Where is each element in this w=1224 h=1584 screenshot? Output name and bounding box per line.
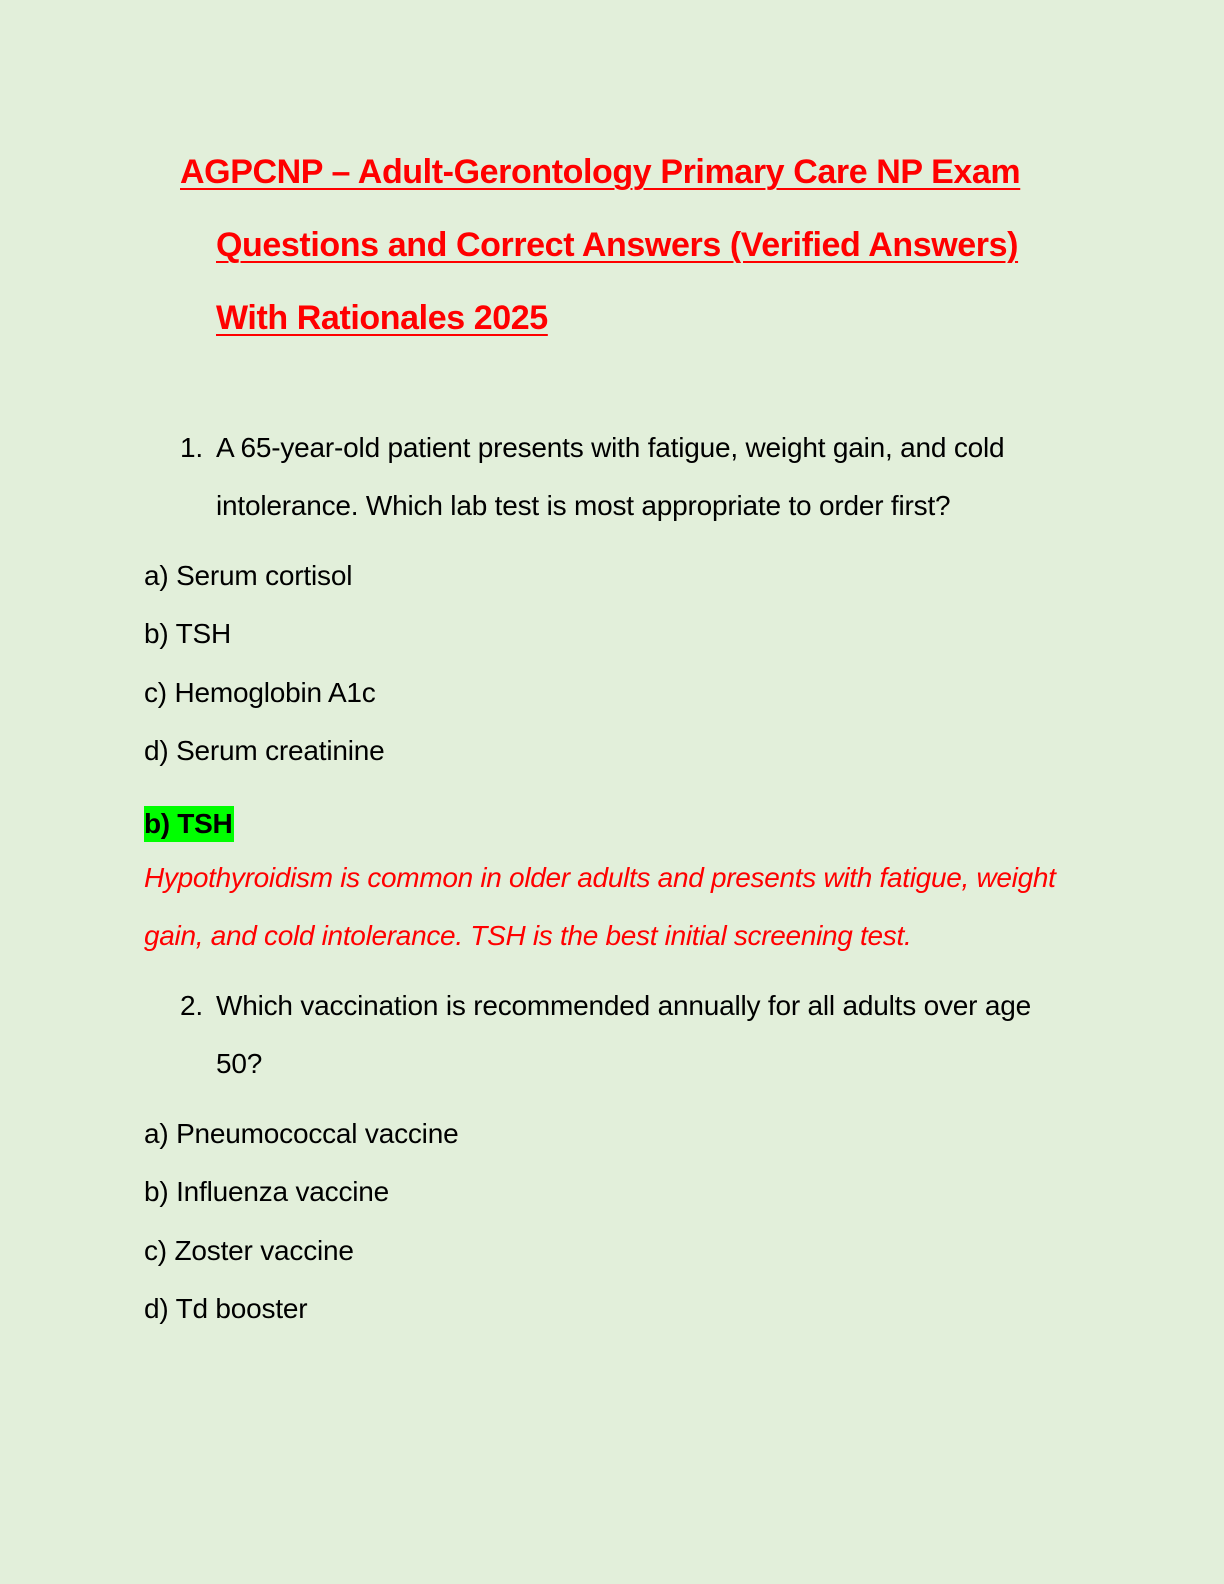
option-b: b) TSH [144, 618, 231, 650]
option-c: c) Hemoglobin A1c [144, 676, 376, 708]
option-d: d) Serum creatinine [144, 734, 385, 766]
option-c: c) Zoster vaccine [144, 1234, 354, 1266]
question-1-options [144, 547, 385, 780]
title-line-2: Questions and Correct Answers (Verified Answers) [216, 226, 1019, 264]
question-text: Which vaccination is recommended annually for all adults over age 50? [216, 990, 1031, 1079]
question-2-options [144, 1105, 458, 1338]
option-b: b) Influenza vaccine [144, 1176, 390, 1208]
document-title [180, 136, 1080, 355]
question-number: 1. [180, 432, 203, 463]
option-a: a) Serum cortisol [144, 560, 353, 591]
answer-rationale: Hypothyroidism is common in older adults and presents with fatigue, weight gain, and cold intolerance. TSH is the best initial screening test. [144, 862, 1056, 951]
option-d: d) Td booster [144, 1292, 308, 1324]
title-line-1: AGPCNP – Adult-Gerontology Primary Care NP Exam [180, 153, 1021, 191]
correct-answer-highlight: b) TSH [144, 806, 234, 842]
option-a: a) Pneumococcal vaccine [144, 1118, 459, 1149]
title-line-3: With Rationales 2025 [216, 299, 548, 337]
question-2 [180, 977, 1080, 1093]
question-1 [180, 419, 1080, 535]
question-text: A 65-year-old patient presents with fatigue, weight gain, and cold intolerance. Which lab test is most appropriate to order first? [216, 432, 1005, 521]
question-number: 2. [180, 990, 203, 1021]
